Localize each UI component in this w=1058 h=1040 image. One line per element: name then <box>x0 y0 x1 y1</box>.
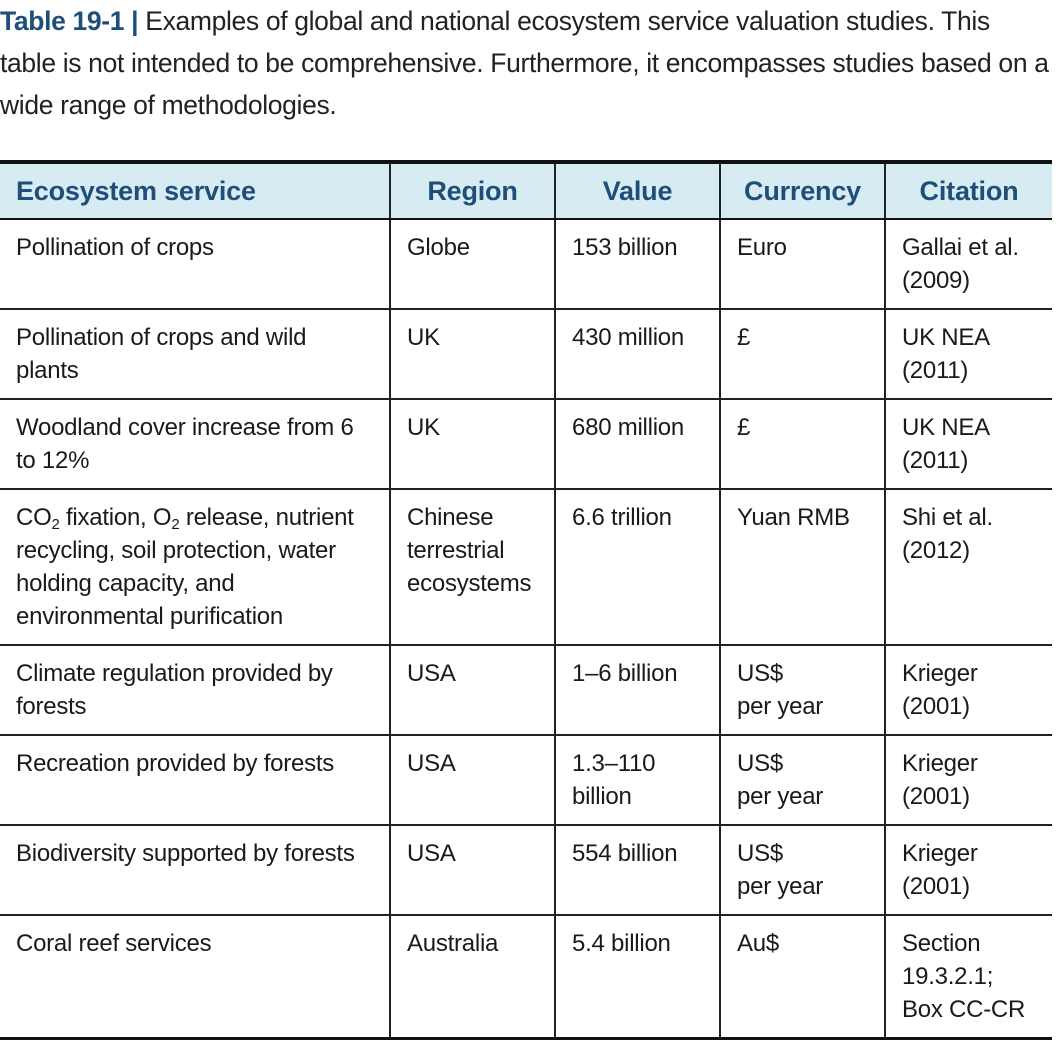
cell-value: 6.6 trillion <box>555 489 720 645</box>
table-row <box>0 309 1052 399</box>
cell-service: Climate regulation provided by forests <box>0 645 390 735</box>
service-text: CO <box>16 504 52 531</box>
valuation-table <box>0 160 1052 1040</box>
cell-currency <box>720 735 885 825</box>
table-caption <box>0 0 1052 126</box>
cell-citation: Shi et al. (2012) <box>885 489 1052 645</box>
cell-region: USA <box>390 825 555 915</box>
cell-service: Pollination of crops <box>16 234 214 261</box>
table-row <box>0 735 1052 825</box>
cell-citation: Krieger (2001) <box>885 735 1052 825</box>
header-region: Region <box>390 162 555 219</box>
cell-region: Chinese terrestrial ecosystems <box>390 489 555 645</box>
cell-service: Biodiversity supported by forests <box>0 825 390 915</box>
cell-currency: Yuan RMB <box>720 489 885 645</box>
cell-citation: Krieger (2001) <box>885 825 1052 915</box>
cell-region: Globe <box>390 219 555 309</box>
cell-service: Pollination of crops and wild plants <box>0 309 390 399</box>
cell-citation: Krieger (2001) <box>885 645 1052 735</box>
cell-currency <box>720 825 885 915</box>
cell-region: USA <box>390 645 555 735</box>
currency-unit: US$ <box>737 840 783 867</box>
cell-currency <box>720 645 885 735</box>
table-row <box>0 825 1052 915</box>
header-citation: Citation <box>885 162 1052 219</box>
table-row <box>0 489 1052 645</box>
header-value: Value <box>555 162 720 219</box>
cell-currency: £ <box>720 399 885 489</box>
currency-unit: US$ <box>737 750 783 777</box>
cell-region: Australia <box>390 915 555 1039</box>
cell-service <box>0 489 390 645</box>
table-row <box>0 399 1052 489</box>
citation-box: Box CC-CR <box>902 996 1026 1023</box>
service-text: fixation, O <box>59 504 172 531</box>
cell-service: Coral reef services <box>0 915 390 1039</box>
cell-service: Woodland cover increase from 6 to 12% <box>0 399 390 489</box>
cell-value: 554 billion <box>555 825 720 915</box>
table-row <box>0 915 1052 1039</box>
cell-value: 1–6 billion <box>555 645 720 735</box>
subscript: 2 <box>51 516 60 533</box>
cell-value: 5.4 billion <box>555 915 720 1039</box>
currency-period: per year <box>737 693 824 720</box>
subscript: 2 <box>171 516 180 533</box>
citation-section: Section 19.3.2.1; <box>902 930 994 990</box>
cell-service: Recreation provided by forests <box>0 735 390 825</box>
currency-unit: US$ <box>737 660 783 687</box>
cell-region: UK <box>390 309 555 399</box>
caption-text: Examples of global and national ecosystem service valuation studies. This table is not intended to be comprehensive. Furthermore, it encompasses studies based on a wide range of methodologies. <box>0 6 1049 120</box>
table-row <box>0 645 1052 735</box>
cell-value: 1.3–110 billion <box>555 735 720 825</box>
cell-currency: Au$ <box>720 915 885 1039</box>
service-text: release, nutrient recycling, soil protection, water holding capacity, and environmental purification <box>16 504 354 630</box>
cell-value: 430 million <box>555 309 720 399</box>
currency-period: per year <box>737 783 824 810</box>
cell-citation: UK NEA (2011) <box>885 399 1052 489</box>
cell-region: UK <box>390 399 555 489</box>
table-row <box>0 219 1052 309</box>
header-currency: Currency <box>720 162 885 219</box>
cell-currency: Euro <box>720 219 885 309</box>
cell-value: 153 billion <box>555 219 720 309</box>
cell-region: USA <box>390 735 555 825</box>
cell-citation <box>885 915 1052 1039</box>
cell-currency: £ <box>720 309 885 399</box>
header-ecosystem-service: Ecosystem service <box>0 162 390 219</box>
cell-value: 680 million <box>555 399 720 489</box>
cell-citation: Gallai et al. (2009) <box>885 219 1052 309</box>
header-row <box>0 162 1052 219</box>
caption-separator: | <box>131 6 139 36</box>
cell-citation: UK NEA (2011) <box>885 309 1052 399</box>
currency-period: per year <box>737 873 824 900</box>
table-number: Table 19-1 <box>0 6 125 36</box>
